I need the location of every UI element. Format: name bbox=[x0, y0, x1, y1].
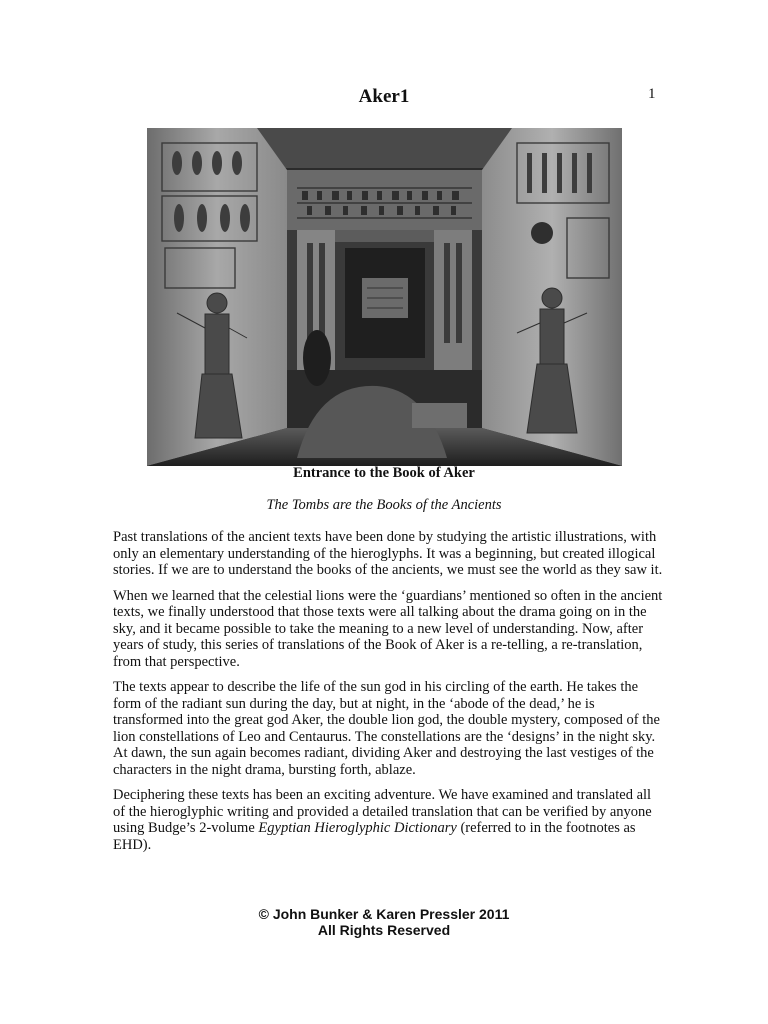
paragraph-4 bbox=[113, 787, 663, 853]
paragraph-4-text: Deciphering these texts has been an exciting adventure. We have examined and translated all of the hieroglyphic writing and provided a detailed translation that can be verified by anyone using Budge’s 2-volume bbox=[113, 787, 652, 836]
body-text bbox=[113, 529, 663, 862]
copyright-line: © John Bunker & Karen Pressler 2011 bbox=[258, 906, 510, 922]
page-number: 1 bbox=[648, 86, 656, 102]
paragraph-4-text-end: (referred to in the footnotes as EHD). bbox=[113, 820, 636, 853]
document-title: Aker1 bbox=[358, 86, 410, 107]
figure-caption: Entrance to the Book of Aker bbox=[293, 465, 475, 481]
paragraph-1: Past translations of the ancient texts have been done by studying the artistic illustrations, with only an elementary understanding of the hieroglyphs. It was a beginning, but created illogical stories. If we are to understand the books of the ancients, we must see the world as they saw it. bbox=[113, 529, 663, 578]
paragraph-2: When we learned that the celestial lions were the ‘guardians’ mentioned so often in the ancient texts, we finally understood that those texts were all talking about the drama going on in the sky, and it became possible to take the meaning to a new level of understanding. Now, after years of study, this series of translations of the Book of Aker is a re-telling, a re-translation, from that perspective. bbox=[113, 587, 663, 670]
copyright-footer bbox=[0, 906, 768, 938]
rights-line: All Rights Reserved bbox=[317, 922, 451, 938]
section-subtitle: The Tombs are the Books of the Ancients bbox=[266, 497, 502, 513]
paragraph-3: The texts appear to describe the life of the sun god in his circling of the earth. He takes the form of the radiant sun during the day, but at night, in the ‘abode of the dead,’ he is transformed into the great god Aker, the double lion god, the double mystery, composed of the lion constellations of Leo and Centaurus. The constellations are the ‘designs’ in the night sky. At dawn, the sun again becomes radiant, dividing Aker and destroying the last vestiges of the characters in the night drama, bursting forth, ablaze. bbox=[113, 679, 660, 778]
dictionary-title: Egyptian Hieroglyphic Dictionary bbox=[258, 820, 457, 836]
tomb-entrance-photo bbox=[147, 128, 622, 466]
